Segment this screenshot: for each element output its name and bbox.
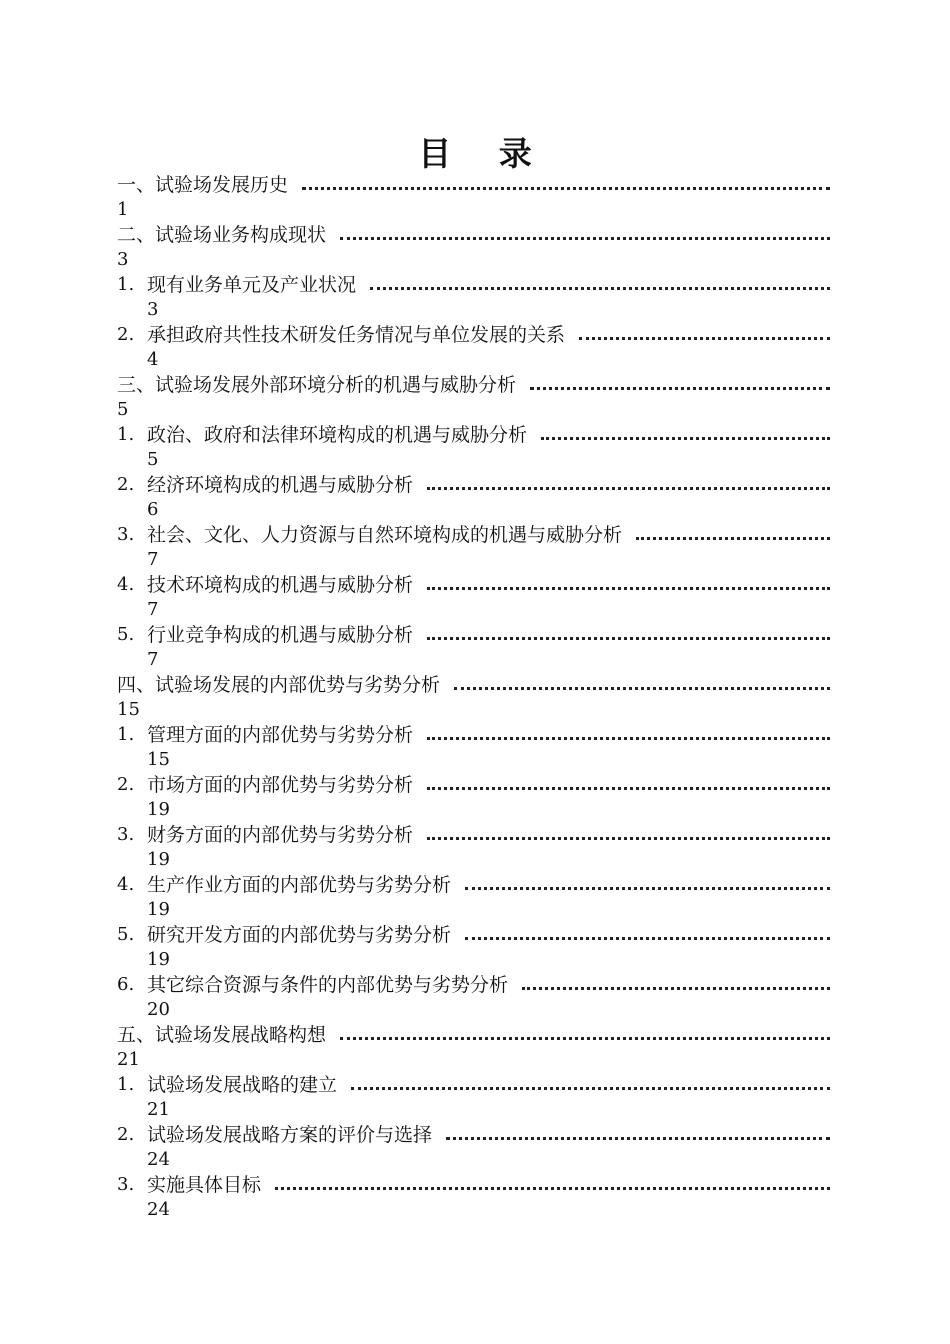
toc-entry-number: 1. — [117, 424, 135, 445]
toc-entry-number: 4. — [117, 874, 135, 895]
dot-leader — [465, 922, 830, 948]
toc-section-entry[interactable] — [117, 172, 830, 222]
toc-subsection-entry[interactable] — [117, 572, 830, 622]
dot-leader — [427, 622, 830, 648]
toc-entry-line — [117, 522, 830, 548]
toc-entry-title: 研究开发方面的内部优势与劣势分析 — [147, 924, 452, 946]
dot-leader — [522, 972, 830, 998]
toc-entry-line — [117, 672, 830, 698]
dot-leader — [275, 1172, 830, 1198]
dot-leader — [541, 422, 830, 448]
toc-entry-title: 五、试验场发展战略构想 — [117, 1024, 327, 1046]
toc-entry-title: 试验场发展战略方案的评价与选择 — [147, 1124, 433, 1146]
toc-entry-title: 财务方面的内部优势与劣势分析 — [147, 824, 414, 846]
toc-entry-line — [117, 572, 830, 598]
toc-entry-number: 3. — [117, 524, 135, 545]
toc-entry-line — [117, 272, 830, 298]
dot-leader — [427, 722, 830, 748]
dot-leader — [454, 672, 830, 698]
toc-page-number: 4 — [147, 349, 159, 370]
toc-entry-title: 其它综合资源与条件的内部优势与劣势分析 — [147, 974, 509, 996]
toc-entry-title: 三、试验场发展外部环境分析的机遇与威胁分析 — [117, 374, 517, 396]
toc-entry-number: 6. — [117, 974, 135, 995]
toc-entry-line — [117, 222, 830, 248]
toc-page-number: 19 — [147, 899, 170, 920]
toc-entry-title: 市场方面的内部优势与劣势分析 — [147, 774, 414, 796]
dot-leader — [465, 872, 830, 898]
toc-entry-line — [117, 172, 830, 198]
toc-subsection-entry[interactable] — [117, 822, 830, 872]
toc-entry-title: 实施具体目标 — [147, 1174, 262, 1196]
toc-entry-number: 3. — [117, 824, 135, 845]
toc-subsection-entry[interactable] — [117, 1072, 830, 1122]
toc-entry-title: 现有业务单元及产业状况 — [147, 274, 357, 296]
toc-section-entry[interactable] — [117, 1022, 830, 1072]
toc-entry-title: 生产作业方面的内部优势与劣势分析 — [147, 874, 452, 896]
toc-entry-number: 1. — [117, 274, 135, 295]
dot-leader — [370, 272, 830, 298]
dot-leader — [427, 772, 830, 798]
dot-leader — [579, 322, 830, 348]
toc-entry-title: 技术环境构成的机遇与威胁分析 — [147, 574, 414, 596]
toc-subsection-entry[interactable] — [117, 1172, 830, 1222]
toc-entry-line — [117, 1022, 830, 1048]
toc-entry-number: 2. — [117, 324, 135, 345]
dot-leader — [340, 1022, 830, 1048]
toc-entry-line — [117, 1122, 830, 1148]
toc-entry-title: 政治、政府和法律环境构成的机遇与威胁分析 — [147, 424, 528, 446]
toc-page-number: 15 — [147, 749, 170, 770]
toc-page-number: 24 — [147, 1199, 170, 1220]
dot-leader — [446, 1122, 830, 1148]
toc-entry-number: 1. — [117, 724, 135, 745]
toc-entry-title: 四、试验场发展的内部优势与劣势分析 — [117, 674, 441, 696]
toc-entry-title: 试验场发展战略的建立 — [147, 1074, 338, 1096]
toc-subsection-entry[interactable] — [117, 972, 830, 1022]
toc-entry-title: 承担政府共性技术研发任务情况与单位发展的关系 — [147, 324, 566, 346]
toc-subsection-entry[interactable] — [117, 772, 830, 822]
toc-title: 目 录 — [418, 134, 550, 173]
toc-entry-number: 5. — [117, 624, 135, 645]
toc-entry-line — [117, 472, 830, 498]
toc-page-number: 3 — [147, 299, 159, 320]
toc-subsection-entry[interactable] — [117, 722, 830, 772]
toc-page-number: 19 — [147, 799, 170, 820]
toc-page-number: 1 — [117, 199, 129, 220]
toc-page-number: 6 — [147, 499, 159, 520]
toc-page-number: 7 — [147, 549, 159, 570]
dot-leader — [427, 822, 830, 848]
toc-page-number: 24 — [147, 1149, 170, 1170]
toc-entry-line — [117, 822, 830, 848]
toc-subsection-entry[interactable] — [117, 872, 830, 922]
toc-entry-line — [117, 972, 830, 998]
toc-section-entry[interactable] — [117, 372, 830, 422]
toc-subsection-entry[interactable] — [117, 272, 830, 322]
toc-entry-title: 行业竞争构成的机遇与威胁分析 — [147, 624, 414, 646]
toc-entry-line — [117, 622, 830, 648]
toc-entry-number: 3. — [117, 1174, 135, 1195]
toc-page-number: 7 — [147, 649, 159, 670]
toc-entry-line — [117, 922, 830, 948]
toc-page-number: 7 — [147, 599, 159, 620]
dot-leader — [351, 1072, 830, 1098]
toc-entry-number: 4. — [117, 574, 135, 595]
toc-entry-number: 5. — [117, 924, 135, 945]
toc-entry-line — [117, 322, 830, 348]
toc-page-number: 21 — [147, 1099, 170, 1120]
dot-leader — [427, 572, 830, 598]
toc-page-number: 3 — [117, 249, 129, 270]
toc-section-entry[interactable] — [117, 672, 830, 722]
toc-entry-line — [117, 372, 830, 398]
toc-page-number: 21 — [117, 1049, 140, 1070]
toc-page-number: 19 — [147, 949, 170, 970]
toc-entry-line — [117, 722, 830, 748]
toc-subsection-entry[interactable] — [117, 1122, 830, 1172]
toc-entry-title: 社会、文化、人力资源与自然环境构成的机遇与威胁分析 — [147, 524, 623, 546]
toc-entry-line — [117, 1072, 830, 1098]
toc-entry-title: 管理方面的内部优势与劣势分析 — [147, 724, 414, 746]
toc-page-number: 20 — [147, 999, 170, 1020]
toc-subsection-entry[interactable] — [117, 472, 830, 522]
toc-subsection-entry[interactable] — [117, 922, 830, 972]
toc-entry-line — [117, 872, 830, 898]
toc-entry-line — [117, 1172, 830, 1198]
toc-entry-title: 一、试验场发展历史 — [117, 174, 289, 196]
toc-page-number: 19 — [147, 849, 170, 870]
table-of-contents — [117, 172, 830, 1222]
toc-entry-line — [117, 772, 830, 798]
dot-leader — [530, 372, 830, 398]
toc-entry-number: 2. — [117, 774, 135, 795]
toc-subsection-entry[interactable] — [117, 322, 830, 372]
toc-page-number: 5 — [117, 399, 129, 420]
dot-leader — [340, 222, 830, 248]
toc-section-entry[interactable] — [117, 222, 830, 272]
dot-leader — [427, 472, 830, 498]
toc-entry-line — [117, 422, 830, 448]
toc-subsection-entry[interactable] — [117, 522, 830, 572]
toc-entry-number: 1. — [117, 1074, 135, 1095]
dot-leader — [636, 522, 830, 548]
dot-leader — [302, 172, 830, 198]
toc-page-number: 15 — [117, 699, 140, 720]
toc-subsection-entry[interactable] — [117, 422, 830, 472]
toc-entry-number: 2. — [117, 1124, 135, 1145]
toc-subsection-entry[interactable] — [117, 622, 830, 672]
toc-entry-number: 2. — [117, 474, 135, 495]
toc-entry-title: 二、试验场业务构成现状 — [117, 224, 327, 246]
toc-page-number: 5 — [147, 449, 159, 470]
toc-entry-title: 经济环境构成的机遇与威胁分析 — [147, 474, 414, 496]
